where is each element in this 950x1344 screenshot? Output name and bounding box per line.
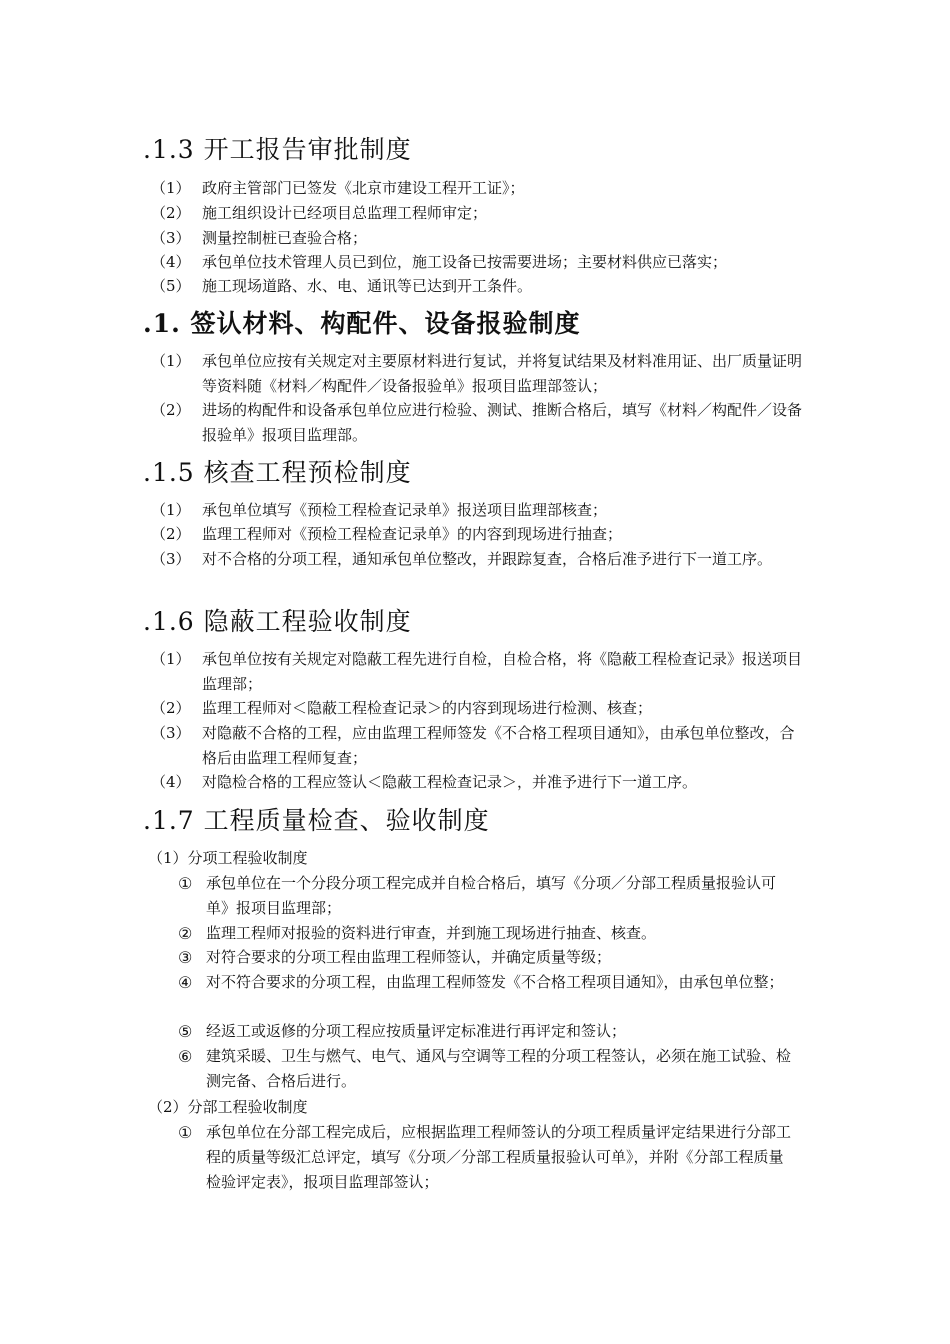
circled-number: ⑤: [178, 1022, 193, 1041]
item-text: 承包单位在一个分段分项工程完成并自检合格后，填写《分项／分部工程质量报验认可单》报项目监理部；: [206, 874, 777, 917]
item-number: （3）: [151, 550, 191, 568]
item-text: 监理工程师对《预检工程检查记录单》的内容到现场进行抽查；: [202, 525, 623, 543]
item-number: （2）: [151, 699, 191, 717]
item-text: 测量控制桩已查验合格；: [202, 229, 368, 247]
item-text: 政府主管部门已签发《北京市建设工程开工证》；: [202, 179, 525, 197]
item-text: 建筑采暖、卫生与燃气、电气、通风与空调等工程的分项工程签认，必须在施工试验、检测完备、合格后进行。: [206, 1047, 792, 1090]
item-number: （1）: [151, 352, 191, 370]
item-number: （3）: [151, 229, 191, 247]
item-text: 施工组织设计已经项目总监理工程师审定；: [202, 204, 488, 222]
item-text: 承包单位在分部工程完成后，应根据监理工程师签认的分项工程质量评定结果进行分部工程的质量等级汇总评定，填写《分项／分部工程质量报验认可单》，并附《分部工程质量检验评定表》，报项目监理部签认；: [206, 1123, 792, 1191]
item-text: 对不合格的分项工程，通知承包单位整改，并跟踪复查，合格后准予进行下一道工序。: [202, 550, 773, 568]
item-number: （1）: [151, 650, 191, 668]
item-number: （1）: [151, 179, 191, 197]
item-text: 对不符合要求的分项工程，由监理工程师签发《不合格工程项目通知》，由承包单位整；: [206, 973, 784, 991]
section-heading-1-4: .1. 签认材料、构配件、设备报验制度: [143, 309, 581, 338]
item-text: 施工现场道路、水、电、通讯等已达到开工条件。: [202, 277, 533, 295]
item-text: 对隐检合格的工程应签认＜隐蔽工程检查记录＞，并准予进行下一道工序。: [202, 773, 698, 791]
circled-number: ⑥: [178, 1047, 193, 1066]
item-text: 监理工程师对报验的资料进行审查，并到施工现场进行抽查、核查。: [206, 924, 657, 942]
item-text: 对符合要求的分项工程由监理工程师签认，并确定质量等级；: [206, 948, 612, 966]
item-number: （2）: [151, 204, 191, 222]
item-number: （4）: [151, 773, 191, 791]
subsection-label: （1）分项工程验收制度: [148, 849, 308, 867]
section-heading-1-6: .1.6 隐蔽工程验收制度: [143, 607, 412, 636]
item-text: 承包单位技术管理人员已到位，施工设备已按需要进场；主要材料供应已落实；: [202, 253, 728, 271]
item-number: （4）: [151, 253, 191, 271]
circled-number: ④: [178, 973, 193, 992]
item-number: （2）: [151, 401, 191, 419]
item-text: 经返工或返修的分项工程应按质量评定标准进行再评定和签认；: [206, 1022, 627, 1040]
item-number: （5）: [151, 277, 191, 295]
section-heading-1-7: .1.7 工程质量检查、验收制度: [143, 806, 490, 835]
item-number: （3）: [151, 724, 191, 742]
subsection-label: （2）分部工程验收制度: [148, 1098, 308, 1116]
section-heading-1-5: .1.5 核查工程预检制度: [143, 458, 412, 487]
item-text: 承包单位按有关规定对隐蔽工程先进行自检，自检合格，将《隐蔽工程检查记录》报送项目监理部；: [202, 650, 803, 693]
item-text: 对隐蔽不合格的工程，应由监理工程师签发《不合格工程项目通知》，由承包单位整改，合格后由监理工程师复查；: [202, 724, 795, 767]
item-number: （2）: [151, 525, 191, 543]
circled-number: ①: [178, 1123, 193, 1142]
circled-number: ②: [178, 924, 193, 943]
item-text: 进场的构配件和设备承包单位应进行检验、测试、推断合格后，填写《材料／构配件／设备报验单》报项目监理部。: [202, 401, 803, 444]
circled-number: ③: [178, 948, 193, 967]
circled-number: ①: [178, 874, 193, 893]
item-number: （1）: [151, 501, 191, 519]
section-heading-1-3: .1.3 开工报告审批制度: [143, 135, 412, 164]
item-text: 承包单位填写《预检工程检查记录单》报送项目监理部核查；: [202, 501, 608, 519]
item-text: 监理工程师对＜隐蔽工程检查记录＞的内容到现场进行检测、核查；: [202, 699, 653, 717]
item-text: 承包单位应按有关规定对主要原材料进行复试，并将复试结果及材料准用证、出厂质量证明等资料随《材料／构配件／设备报验单》报项目监理部签认；: [202, 352, 803, 395]
